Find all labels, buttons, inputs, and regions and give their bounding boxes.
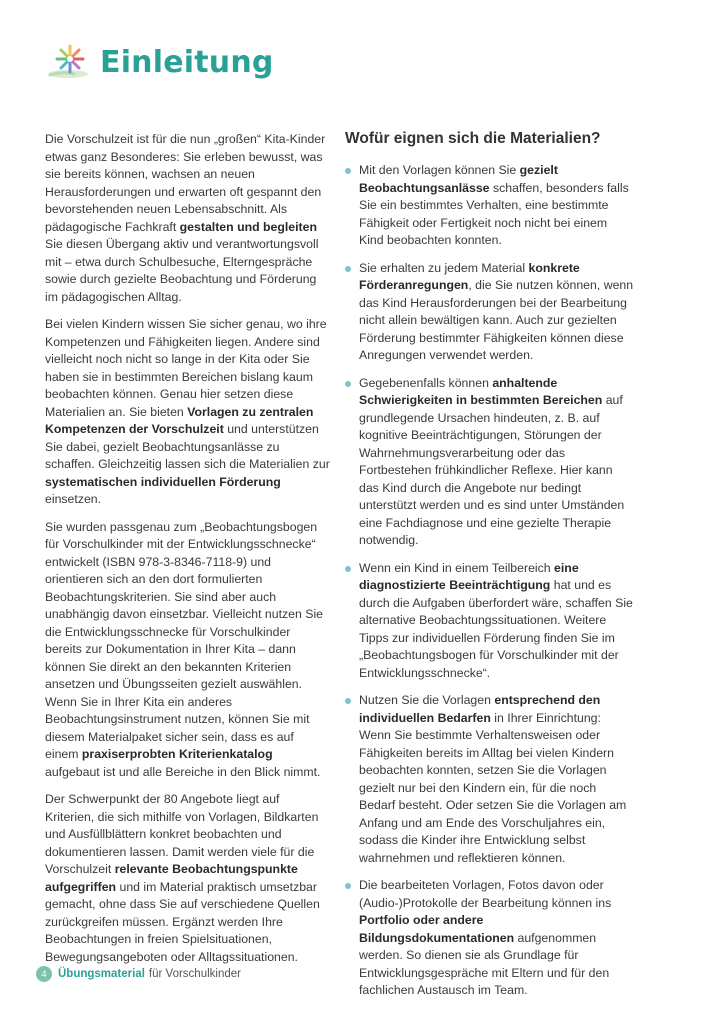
section-heading: Wofür eignen sich die Materialien? xyxy=(345,130,601,147)
emphasis-text: gestalten und begleiten xyxy=(179,219,318,234)
emphasis-text: systematischen individuellen Förderung xyxy=(45,474,281,489)
left-column xyxy=(45,131,330,976)
body-text: Sie wurden passgenau zum „Beobachtungsbogen für Vorschulkinder mit der Entwicklungsschnecke“ entwickelt (ISBN 978-3-8346-7118-9) und orientieren sich an den dort formulierten Beobachtungskriterien. Sie sind aber auch unabhängig davon einsetzbar. Vielleicht nutzen Sie die Entwicklungsschnecke für Vorschulkinder bereits zur Dokumentation in Ihrer Kita – dann können Sie direkt an den bekannten Kriterien ansetzen und Übungsseiten gezielt auswählen. Wenn Sie in Ihrer Kita ein anderes Beobachtungsinstrument nutzen, können Sie mit diesem Materialpaket sicher sein, dass es auf einem xyxy=(45,519,324,761)
right-column xyxy=(345,129,635,1010)
intro-paragraph xyxy=(45,131,330,306)
footer-series-subtitle: für Vorschulkinder xyxy=(148,968,241,980)
body-text: aufgenommen werden. So dienen sie als Grundlage für Entwicklungsgespräche mit Eltern und für den fachlichen Austausch im Team. xyxy=(359,930,610,997)
list-item xyxy=(345,375,635,550)
intro-paragraph xyxy=(45,519,330,782)
emphasis-text: entsprechend den individuellen Bedarfen xyxy=(359,693,601,725)
emphasis-text: anhaltende Schwierigkeiten in bestimmten Bereichen xyxy=(359,375,603,407)
emphasis-text: relevante Beobachtungspunkte aufgegriffen xyxy=(45,862,298,894)
body-text: einsetzen. xyxy=(45,492,102,506)
emphasis-text: eine diagnostizierte Beeinträchtigung xyxy=(359,560,579,592)
body-text: Sie erhalten zu jedem Material xyxy=(359,260,529,275)
body-text: hat und es durch die Aufgaben überfordert wäre, schaffen Sie alternative Beobachtungssituationen. Weitere Tipps zur individuellen Förderung finden Sie im „Beobachtungsbogen für Vorschulkinder mit der Entwicklungsschnecke“. xyxy=(359,578,633,680)
body-text: Die bearbeiteten Vorlagen, Fotos davon oder (Audio-)Protokolle der Bearbeitung können ins xyxy=(359,878,612,910)
body-text: in Ihrer Einrichtung: Wenn Sie bestimmte Verhaltensweisen oder Fähigkeiten bereits im Alltag bei vielen Kindern beobachten konnten, setzen Sie die Vorlagen gezielt nur bei den Kindern ein, für die noch Bedarf besteht. Oder setzen Sie die Vorlagen am Anfang und am Ende des Vorschuljahres ein, sodass die Kinder ihre Entwicklung selbst wahrnehmen und reflektieren können. xyxy=(359,710,627,865)
body-text: Mit den Vorlagen können Sie xyxy=(359,163,520,177)
list-item xyxy=(345,260,635,365)
list-item xyxy=(345,560,635,683)
emphasis-text: Vorlagen zu zentralen Kompetenzen der Vorschulzeit xyxy=(45,404,314,436)
page-header xyxy=(44,40,274,84)
footer-series-title: Übungsmaterial xyxy=(58,968,145,980)
intro-paragraph xyxy=(45,791,330,966)
list-item xyxy=(345,877,635,1000)
body-text: Bei vielen Kindern wissen Sie sicher genau, wo ihre Kompetenzen und Fähigkeiten liegen. Andere sind vielleicht noch nicht so lange in der Kita oder Sie haben sie in bestimmten Bereichen bislang kaum beobachten können. Genau hier setzen diese Materialien an. Sie bieten xyxy=(45,317,327,419)
emphasis-text: Portfolio oder andere Bildungsdokumentationen xyxy=(359,913,515,945)
emphasis-text: praxiserprobten Kriterienkatalog xyxy=(81,747,273,761)
bullet-list xyxy=(345,162,635,1000)
body-text: Sie diesen Übergang aktiv und verantwortungsvoll mit – etwa durch Schulbesuche, Elterngespräche sowie durch gezielte Beobachtung und Förderung im pädagogischen Alltag. xyxy=(45,237,319,304)
body-text: Gegebenenfalls können xyxy=(359,375,493,390)
body-text: Wenn ein Kind in einem Teilbereich xyxy=(359,560,555,575)
intro-paragraph xyxy=(45,316,330,509)
page-footer xyxy=(36,966,241,982)
list-item xyxy=(345,692,635,867)
body-text: , die Sie nutzen können, wenn das Kind Herausforderungen bei der Bearbeitung nicht allein bewältigen kann. Auch zur gezielten Förderung bestimmter Fähigkeiten können diese Anregungen verwendet werden. xyxy=(359,278,634,362)
snail-logo-icon xyxy=(44,41,96,83)
page-number-badge: 4 xyxy=(36,966,52,982)
body-text: Die Vorschulzeit ist für die nun „großen“ Kita-Kinder etwas ganz Besonderes: Sie erleben bewusst, was sie bereits können, wachsen an neuen Herausforderungen und erwarten oft gespannt den bevorstehenden neuen Lebensabschnitt. Als pädagogische Fachkraft xyxy=(45,132,326,234)
body-text: Nutzen Sie die Vorlagen xyxy=(359,693,495,707)
emphasis-text: gezielt Beobachtungsanlässe xyxy=(359,163,558,195)
body-text: und im Material praktisch umsetzbar gemacht, ohne dass Sie auf verschiedene Quellen zurückgreifen müssen. Ergänzt werden Ihre Beobachtungen in freien Spielsituationen, Bewegungsangeboten oder Alltagssituationen. xyxy=(45,879,320,964)
body-text: schaffen, besonders falls Sie ein bestimmtes Verhalten, eine bestimmte Fähigkeit oder Fertigkeit noch nicht bei einem Kind beobachten konnten. xyxy=(359,180,629,247)
body-text: und unterstützen Sie dabei, gezielt Beobachtungsanlässe zu schaffen. Gleichzeitig lassen sich die Materialien zur xyxy=(45,422,330,471)
list-item xyxy=(345,162,635,250)
emphasis-text: konkrete Förderanregungen xyxy=(359,260,580,292)
page-title: Einleitung xyxy=(100,44,274,80)
body-text: auf grundlegende Ursachen hindeuten, z. B. auf kognitive Beeinträchtigungen, Störungen der Wahrnehmungsverarbeitung oder das Fortbestehen frühkindlicher Reflexe. Hier kann das Kind durch die Angebote nur bedingt unterstützt werden und es sind unter Umständen eine Fachdiagnose und eine gezielte Therapie notwendig. xyxy=(359,393,625,547)
body-text: aufgebaut ist und alle Bereiche in den Blick nimmt. xyxy=(45,764,321,779)
body-text: Der Schwerpunkt der 80 Angebote liegt auf Kriterien, die sich mithilfe von Vorlagen, Bildkarten und Ausfüllblättern konkret beobachten und dokumentieren lassen. Damit werden viele für die Vorschulzeit xyxy=(45,792,319,876)
